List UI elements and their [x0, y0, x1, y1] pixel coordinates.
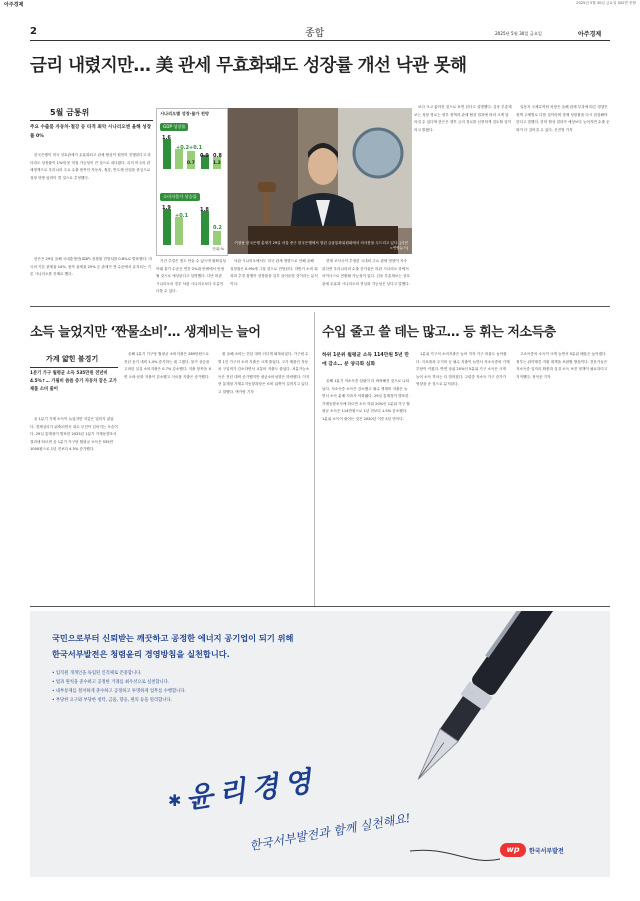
right-body-col3: 고소득층의 소득이 크게 늘면서 5분위 배율은 높아졌다. 정부는 취약계층 지원 대책을 보완할 방침이다. 전문가들은 저소득층 일자리 확충과 실질 소득 보전 정책이 필요하다고 지적했다. 정석준 기자	[516, 352, 608, 379]
gdp-val-6: 0.7	[187, 161, 195, 166]
gdp-bar-2	[175, 149, 183, 169]
gdp-val-2: +0.2	[176, 145, 190, 151]
cpi-label: 소비자물가 상승률	[160, 193, 200, 201]
gdp-val-7: 1.2	[213, 161, 221, 166]
ad-logo	[500, 843, 564, 857]
left-body-col1: 올 1분기 가계 소득이 늘었지만 지갑은 열리지 않았다. 경제심리가 위축되면서 내수 부진이 길어지는 모습이다. 29일 통계청이 발표한 2025년 1분기 가계동향조사 결과에 따르면 올 1분기 가구당 월평균 소득은 535만 1000원으로 1년 전보다 4.5% 증가했다.	[30, 417, 118, 452]
lead-photo	[228, 108, 412, 254]
cpi-bar-4	[213, 231, 221, 245]
lead-subhead: 주요 수출품 자동차·철강 등 타격 최악 시나리오엔 올해 성장률 0%	[30, 125, 152, 139]
left-kicker: 가계 얇힌 불경기	[46, 355, 99, 363]
masthead-rule	[30, 40, 610, 41]
ad-script-title: 윤리경영	[183, 763, 320, 816]
left-kicker-rule	[30, 367, 118, 368]
left-subhead: 1분기 가구 월평균 소득 535만원 전년비 4.5%↑… 가필비 씀씀 증가 자동차 같은 고가 제품 소비 줄어	[30, 371, 117, 392]
right-kicker: 하위 1분위 월평균 소득 114만원 5년 만에 감소… 분 양극화 심화	[322, 353, 409, 367]
left-body-col2: 올해 1분기 가구당 월평균 소비지출은 289만원으로 전년 동기 대비 1.4% 증가하는 데 그쳤다. 물가 상승을 고려한 실질 소비지출은 0.7% 감소했다. 지출 항목을 보면 오락·문화 지출이 감소했고 식료품 지출은 증가했다.	[124, 352, 212, 379]
logo-mark-icon: wp	[500, 843, 526, 857]
left-headline: 소득 늘었지만 ‘짠물소비’… 생계비는 늘어	[30, 325, 261, 340]
lead-body-col5: 보다 크고 좋아진 것으로 보면 된다고 설명했다. 김웅 부총재보는 성장 경로는 정부 정책과 관세 협상 결과에 따라 크게 달라질 수 있다며 한은은 향후 금리 경로를 신중하게 검토할 것이라고 밝혔다.	[414, 105, 512, 132]
ad-bullet: • 내부통제를 철저하게 준수하고 공정하고 투명하게 업무를 수행합니다.	[52, 689, 186, 694]
lead-body-col1: 한국은행이 미국 상호관세가 무효화되고 관세 협상이 원만히 진행된다고 하더라도 성장률이 1%에 못 미칠 가능성이 큰 것으로 내다봤다. 특히 미국의 관세정책으로 우리나라 주요 수출 품목인 자동차, 철강, 반도체 산업을 중심으로 성장 하방 압력이 클 것으로 추정했다.	[30, 153, 151, 180]
right-body-col2: 1분위 가구의 소비지출은 늘어 적자 가구 비율도 높아졌다. 식료품과 주거비 등 필수 지출이 늘면서 저소득층의 가계 부담이 커졌다. 반면 상위 20%인 5분위 가구 소득은 크게 늘어 소득 격차는 더 벌어졌다. 고령층 저소득 가구 증가가 영향을 준 것으로 분석된다.	[416, 352, 510, 387]
cpi-bar-3	[201, 211, 209, 245]
ad-bullet: • 부당한 요구와 부당한 청탁, 금품, 향응, 편의 등을 멀리합니다.	[52, 698, 172, 703]
lead-body-col3: 낙관 시나리오에서도 미국 관세 영향으로 인해 올해 성장률은 0.9%에 그칠 것으로 전망된다. 하반기 소비 회복과 추경 집행이 성장률을 일부 끌어올릴 것이라는 분석이다.	[230, 259, 318, 286]
left-body-col3: 원 올해 소비는 전년 대비 더디게 회복되었다. 가구원 수별 1인 가구의 소비 지출은 크게 줄었다. 고가 제품인 자동차 구입비가 감소하면서 교통비 지출도 줄었다. 처분가능소득은 전년 대비 증가했지만 평균소비성향은 하락했다. 이지현 통계청 가계수지동향과장은 소비 위축이 길어지고 있다고 말했다. 박가람 기자	[218, 352, 310, 394]
gdp-val-4: 0.9	[200, 153, 209, 159]
section-divider-2	[30, 606, 610, 607]
cpi-val-3: 1.8	[200, 207, 209, 213]
chart-title: 시나리오별 성장·물가 전망	[160, 111, 210, 116]
ad-panel	[30, 611, 610, 877]
right-headline: 수입 줄고 쓸 데는 많고… 등 휘는 저소득층	[322, 325, 556, 340]
logo-text: 한국서부발전	[529, 847, 564, 855]
cpi-bar-2	[175, 217, 183, 245]
lead-body-col1b: 한은은 29일 올해 국내총생산(GDP) 성장률 전망치를 0.8%로 발표했다. 미국의 기본 관세율 10%, 품목 관세율 25% 등 관세가 현 수준에서 유지되는 기본 시나리오를 전제로 했다.	[30, 257, 152, 277]
gdp-val-3: +0.1	[189, 145, 203, 151]
ad-script-sub: 한국서부발전과 함께 실천해요!	[248, 810, 412, 854]
ad-headline-1: 국민으로부터 신뢰받는 깨끗하고 공정한 에너지 공기업이 되기 위해	[52, 633, 294, 643]
ad-star-icon: ✱	[168, 791, 182, 810]
lead-kicker: 5월 금통위	[50, 108, 90, 117]
top-right-dateline: 2025년 5월 30일 금요일 002면 종합	[576, 1, 636, 5]
lead-headline: 금리 내렸지만… 美 관세 무효화돼도 성장률 개선 낙관 못해	[30, 56, 467, 76]
photo-caption: 이창용 한국은행 총재가 29일 서울 중구 한국은행에서 열린 금융통화위원회에서 의사봉을 두드리고 있다. [사진=연합뉴스]	[234, 241, 408, 250]
page-number: 2	[30, 26, 37, 37]
lead-body-col6: 일동지 국제무역팀 차장은 올해 관세 부과에 따른 영향은 정책 주체별로 다를 것이라며 경제 성장률을 다시 점검해야 한다고 말했다. 한미 협상 결과가 예상보다 늦어지면 수출 둔화가 더 길어질 수 있다. 신진영 기자	[516, 105, 610, 132]
cpi-val-2: +0.1	[175, 213, 189, 219]
photo-scene	[228, 108, 412, 254]
right-body-col1: 올해 1분기 저소득층 살림이 더 팍팍해진 것으로 나타났다. 저소득층 소득은 감소했고 필수 생계비 지출은 늘면서 소득 분배 지표가 악화됐다. 29일 통계청이 발표한 가계동향조사에 따르면 소득 하위 20%인 1분위 가구 월평균 소득은 114만원으로 1년 전보다 1.5% 감소했다. 1분위 소득이 줄어든 것은 2020년 이후 5년 만이다.	[322, 379, 410, 421]
column-divider	[314, 312, 315, 606]
cpi-bar-1	[163, 209, 171, 245]
ad-headline-2: 한국서부발전은 청렴윤리 경영방침을 실천합니다.	[52, 649, 230, 659]
section-divider-1	[30, 306, 610, 307]
kicker-rule	[30, 120, 153, 121]
lead-body-col2: 기간 추경은 정도 만들 수 있으며 불확실성 아래 물가 수준은 연간 2%대 안팎에서 안정될 것으로 예상된다고 설명했다. 다만 비관 시나리오의 경우 낙관 시나리오보다 흐름이 다를 수 있다.	[156, 259, 226, 294]
gdp-bar-3	[187, 151, 195, 169]
issue-date: 2025년 5월 30일 금요일	[495, 31, 542, 36]
brand-right: 아주경제	[578, 31, 602, 38]
top-brand: 아주경제	[4, 2, 24, 8]
gdp-val-1: 1.6	[162, 135, 171, 141]
cpi-val-4: 0.2	[213, 225, 222, 231]
gdp-label: GDP 성장률	[160, 123, 188, 131]
section-title: 종합	[305, 28, 325, 39]
ad-bullet: • 법과 원칙을 준수하고 공정한 거래를 최우선으로 실천합니다.	[52, 680, 170, 685]
lead-body-col4: 현재 조사국이 추정한 국내외 주요 관세 영향이 지속된다면 우리나라의 수출 증가율은 비관 시나리오 하에서 마이너스로 전환될 가능성이 있다. 김웅 부총재보는 상호관세 무효화 시나리오의 현실화 가능성은 낮다고 말했다.	[322, 259, 410, 286]
gdp-bar-1	[163, 139, 171, 169]
ad-bullet: • 임직원 개개인을 독립된 인격체로 존중합니다.	[52, 671, 142, 676]
cpi-val-1: 1.9	[162, 205, 171, 211]
scenario-chart	[156, 108, 228, 256]
chart-unit: 단위:%	[212, 247, 224, 251]
gdp-val-5: 0.8	[213, 153, 222, 159]
